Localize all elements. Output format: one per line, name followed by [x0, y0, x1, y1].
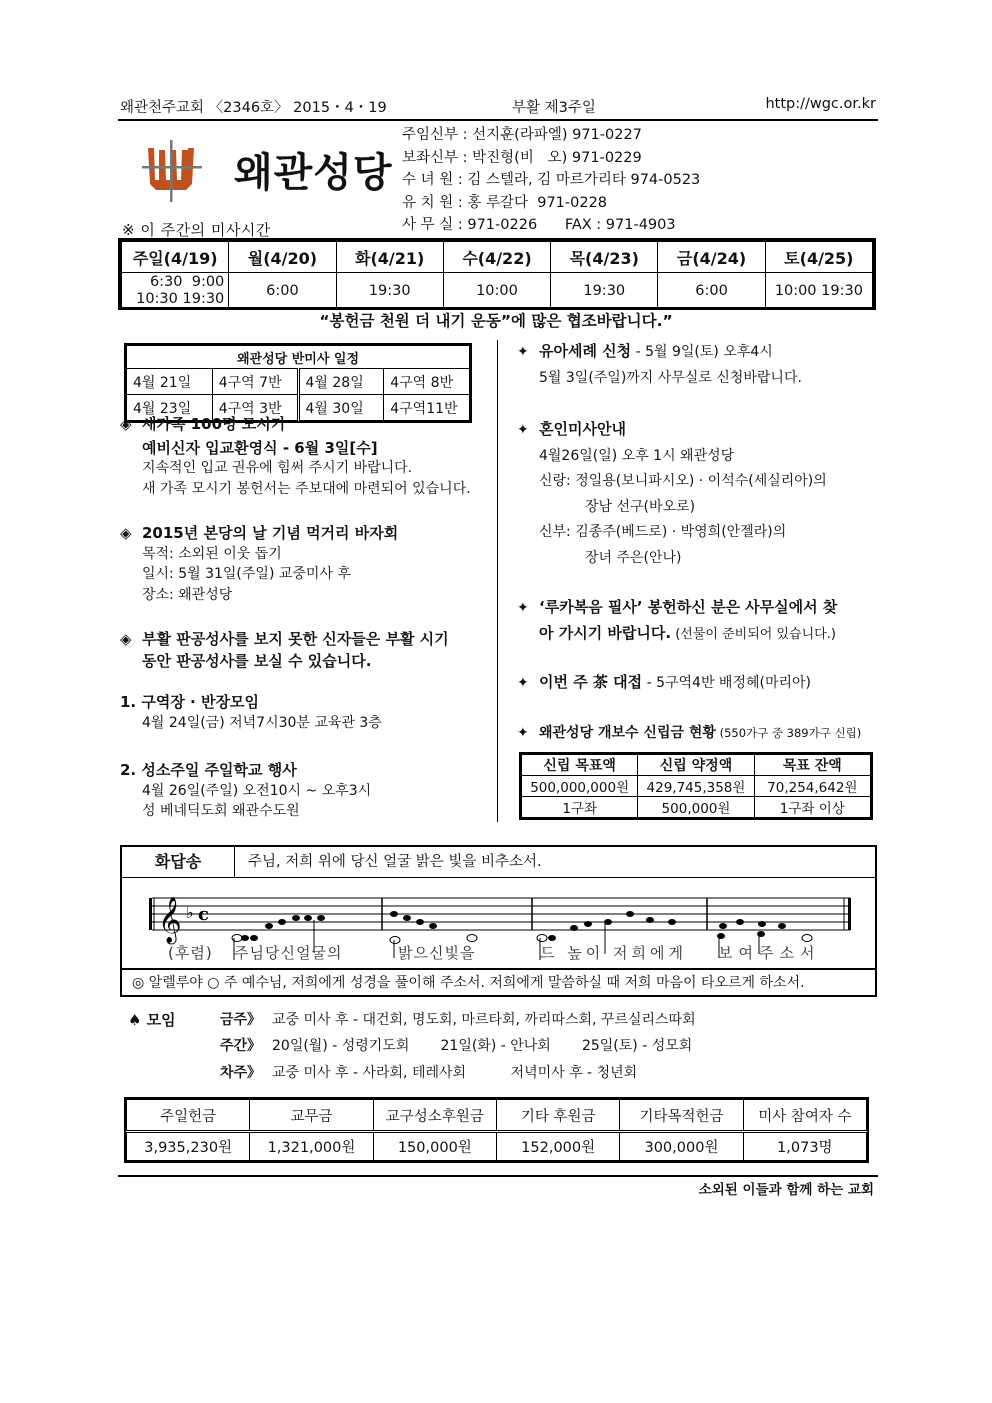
lyric-refrain: (후렴)	[168, 944, 213, 962]
alleluia-verse: ◎ 알렐루야 ○ 주 예수님, 저희에게 성경을 풀이해 주소서. 저희에게 말씀하실 때 저희 마음이 타오르게 하소서.	[122, 968, 875, 995]
day-header: 수(4/22)	[443, 242, 550, 273]
day-header: 화(4/21)	[336, 242, 443, 273]
column-header: 미사 참여자 수	[743, 1100, 866, 1132]
leaders-meeting: 1. 구역장 · 반장모임 4월 24일(금) 저녁7시30분 교육관 3층	[120, 693, 382, 731]
lyric: 보여주소서	[718, 944, 821, 962]
lyric: 밝으신빛을	[398, 944, 476, 962]
header-rule	[118, 119, 878, 121]
column-header: 교무금	[250, 1100, 373, 1132]
tea-service-notice: ✦ 이번 주 茶 대접 - 5구역4반 배정혜(마리아)	[517, 672, 811, 694]
slogan: “봉헌금 천원 더 내기 운동”에 많은 협조바랍니다.”	[319, 312, 673, 330]
mass-schedule-table	[118, 238, 876, 310]
star-bullet-icon: ✦	[517, 725, 529, 741]
mass-schedule-caption: ※ 이 주간의 미사시간	[122, 221, 271, 239]
table-row: 4월 21일 4구역 7반 4월 28일 4구역 8반	[127, 369, 470, 395]
table-row: 4월 23일 4구역 3반 4월 30일 4구역11반	[127, 395, 470, 421]
column-divider	[497, 340, 498, 822]
music-score	[122, 878, 875, 968]
svg-text:𝄞: 𝄞	[158, 897, 182, 943]
table-row: 1구좌 500,000원 1구좌 이상	[522, 797, 871, 818]
mass-times: 10:00	[443, 273, 550, 310]
ban-mass-table	[124, 343, 472, 423]
staff-row: 주임신부 : 선지훈(라파엘) 971-0227	[402, 127, 642, 143]
diamond-bullet-icon: ◈	[120, 524, 132, 542]
column-header: 기타 후원금	[496, 1100, 619, 1132]
diamond-bullet-icon: ◈	[120, 415, 132, 433]
mass-times: 19:30	[551, 273, 658, 310]
column-header: 목표 잔액	[754, 755, 870, 776]
renovation-fund-table	[519, 752, 873, 820]
footer-motto: 소외된 이들과 함께 하는 교회	[698, 1182, 874, 1198]
renovation-fund-notice: ✦ 왜관성당 개보수 신립금 현황 (550가구 중 389가구 신립)	[517, 723, 861, 744]
lyric: 주님당신얼굴의	[234, 944, 343, 962]
responsorial-psalm-box	[120, 845, 877, 997]
diamond-bullet-icon: ◈	[120, 630, 132, 648]
star-bullet-icon: ✦	[517, 344, 529, 360]
staff-row: 보좌신부 : 박진형(비 오) 971-0229	[402, 149, 642, 166]
luke-gospel-notice: ✦ ‘루카복음 필사’ 봉헌하신 분은 사무실에서 찾 아 가시기 바랍니다. (선물이 준비되어 있습니다.)	[517, 598, 838, 642]
brand-name: 왜관성당	[234, 150, 393, 196]
svg-text:c: c	[198, 904, 209, 925]
bazaar-notice: ◈ 2015년 본당의 날 기념 먹거리 바자회 목적: 소외된 이웃 돕기 일시: 5월 31일(주일) 교중미사 후 장소: 왜관성당	[120, 524, 399, 603]
mass-times: 6:00	[229, 273, 336, 310]
staff-row: 유 치 원 : 홍 루갈다 971-0228	[402, 194, 608, 211]
day-header: 금(4/24)	[658, 242, 765, 273]
meetings-section	[128, 1007, 888, 1087]
table-row: 500,000,000원 429,745,358원 70,254,642원	[522, 776, 871, 797]
mass-times: 6:00	[658, 273, 765, 310]
website-link[interactable]: http://wgc.or.kr	[765, 96, 876, 112]
bulletin-top-line	[120, 96, 876, 118]
column-header: 신립 목표액	[522, 755, 638, 776]
meetings-label: ♠ 모임	[128, 1011, 176, 1029]
psalm-label: 화답송	[122, 847, 235, 877]
staff-directory	[402, 124, 700, 237]
liturgical-week: 부활 제3주일	[512, 100, 596, 116]
table-row: 3,935,230원 1,321,000원 150,000원 152,000원 300,000원 1,073명	[127, 1132, 867, 1161]
meeting-row: 차주》 교중 미사 후 - 사라회, 테레사회 저녁미사 후 - 청년회	[220, 1065, 638, 1081]
day-header: 목(4/23)	[551, 242, 658, 273]
star-bullet-icon: ✦	[517, 600, 529, 616]
mass-times: 6:30 9:00 10:30 19:30	[122, 273, 229, 310]
staff-row: 수 녀 원 : 김 스텔라, 김 마르가리타 974-0523	[402, 172, 701, 188]
new-family-notice: ◈ 새가족 100명 모시기 예비신자 입교환영식 - 6월 3일[수] 지속적인 입교 권유에 힘써 주시기 바랍니다. 새 가족 모시기 봉헌서는 주보대에 마련되어 있습니다.	[120, 415, 471, 497]
column-header: 신립 약정액	[638, 755, 754, 776]
parish-logo-icon	[142, 140, 202, 202]
mass-times: 10:00 19:30	[765, 273, 872, 310]
staff-row: 사 무 실 : 971-0226 FAX : 971-4903	[402, 217, 676, 233]
vocation-sunday-event: 2. 성소주일 주일학교 행사 4월 26일(주일) 오전10시 ~ 오후3시 성 베네딕도회 왜관수도원	[120, 761, 372, 819]
footer-rule	[118, 1175, 878, 1177]
wedding-mass-notice: ✦ 혼인미사안내 4월26일(일) 오후 1시 왜관성당 신랑: 정일용(보니파시오) · 이석수(세실리아)의 장남 선구(바오로) 신부: 김종주(베드로) · 박영희(안젤라)의 장녀 주은(안나)	[517, 420, 827, 566]
day-header: 주일(4/19)	[122, 242, 229, 273]
column-header: 교구성소후원금	[373, 1100, 496, 1132]
mass-times: 19:30	[336, 273, 443, 310]
lyric: 드 높이 저희에게	[540, 944, 687, 962]
offering-table	[124, 1097, 869, 1163]
psalm-text: 주님, 저희 위에 당신 얼굴 밝은 빛을 비추소서.	[248, 854, 542, 870]
day-header: 토(4/25)	[765, 242, 872, 273]
column-header: 주일헌금	[127, 1100, 250, 1132]
column-header: 기타목적헌금	[620, 1100, 743, 1132]
confession-notice: ◈ 부활 판공성사를 보지 못한 신자들은 부활 시기 동안 판공성사를 보실 수 있습니다.	[120, 630, 449, 670]
star-bullet-icon: ✦	[517, 675, 529, 691]
meeting-row: 주간》 20일(월) - 성령기도회 21일(화) - 안나회 25일(토) - 성모회	[220, 1038, 693, 1054]
svg-text:♭: ♭	[186, 903, 194, 922]
day-header: 월(4/20)	[229, 242, 336, 273]
table-title: 왜관성당 반미사 일정	[127, 346, 470, 369]
star-bullet-icon: ✦	[517, 422, 529, 438]
infant-baptism-notice: ✦ 유아세례 신청 - 5월 9일(토) 오후4시 5월 3일(주일)까지 사무실로 신청바랍니다.	[517, 338, 802, 391]
issue-info: 왜관천주교회 〈2346호〉 2015・4・19	[120, 100, 387, 116]
meeting-row: 금주》 교중 미사 후 - 대건회, 명도회, 마르타회, 까리따스회, 꾸르실리스따회	[220, 1012, 696, 1028]
